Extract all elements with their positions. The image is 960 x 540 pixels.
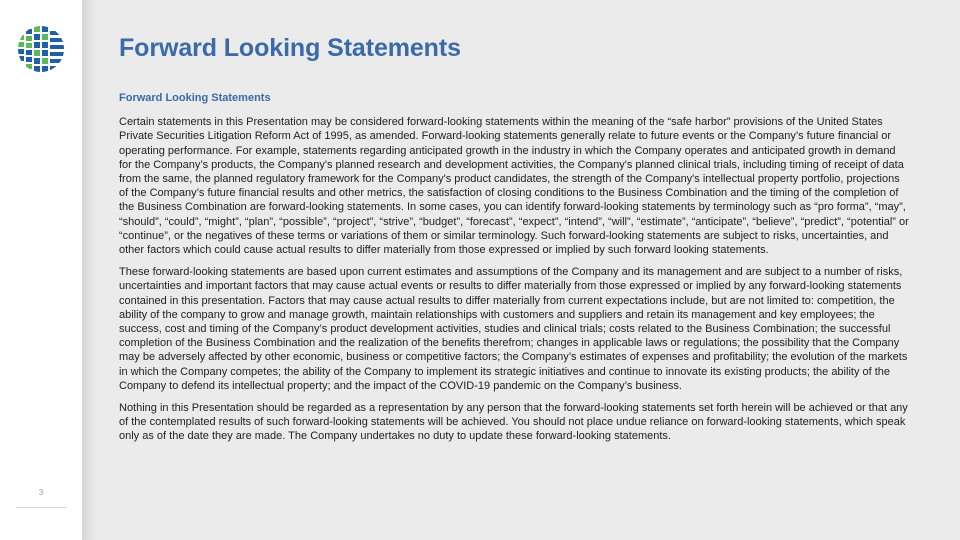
page-number: 3: [38, 488, 44, 497]
slide-title: Forward Looking Statements: [119, 34, 461, 62]
company-logo-icon: [17, 25, 65, 73]
page-number-divider: [16, 507, 66, 508]
sidebar-shadow: [82, 0, 96, 540]
paragraph-3: Nothing in this Presentation should be regarded as a representation by any person that the forward-looking statements set forth herein will be achieved or that any of the contemplated results of such forward-looking statements will be achieved. You should not place undue reliance on forward-looking statements, which speak only as of the date they are made. The Company undertakes no duty to update these forward-looking statements.: [119, 402, 908, 443]
paragraph-1: Certain statements in this Presentation may be considered forward-looking statements within the meaning of the “safe harbor” provisions of the United States Private Securities Litigation Reform Act of 1995, as amended. Forward-looking statements generally relate to future events or the Company’s future financial or operating performance. For example, statements regarding anticipated growth in the industry in which the Company operates and anticipated growth in demand for the Company’s products, the Company's planned research and development activities, the Company's planned clinical trials, including timing of receipt of data from the same, the planned regulatory framework for the Company's product candidates, the strength of the Company's intellectual property portfolio, projections of the Company’s future financial results and other metrics, the satisfaction of closing conditions to the Business Combination and the timing of the completion of the Business Combination are forward-looking statements. In some cases, you can identify forward-looking statements by terminology such as “pro forma”, “may”, “should”, “could”, “might”, “plan”, “possible”, “project”, “strive”, “budget”, “forecast”, “expect”, “intend”, “will”, “estimate”, “anticipate”, “believe”, “predict”, “potential” or “continue”, or the negatives of these terms or variations of them or similar terminology. Such forward-looking statements are subject to risks, uncertainties, and other factors which could cause actual results to differ materially from those expressed or implied by such forward looking statements.: [119, 116, 909, 257]
left-sidebar: [0, 0, 82, 540]
slide-content: [119, 91, 911, 452]
paragraph-2: These forward-looking statements are based upon current estimates and assumptions of the Company and its management and are subject to a number of risks, uncertainties and important factors that may cause actual events or results to differ materially from those expressed or implied by any forward-looking statements contained in this presentation. Factors that may cause actual results to differ materially from current expectations include, but are not limited to: competition, the ability of the company to grow and manage growth, maintain relationships with customers and suppliers and retain its management and key employees; the success, cost and timing of the Company’s product development activities, studies and clinical trials; costs related to the Business Combination; the successful completion of the Business Combination and the realization of the benefits therefrom; changes in applicable laws or regulations; the possibility that the Company may be adversely affected by other economic, business or competitive factors; the Company’s estimates of expenses and profitability; the evolution of the markets in which the Company competes; the ability of the Company to implement its strategic initiatives and continue to innovate its existing products; the ability of the Company to defend its intellectual property; and the impact of the COVID-19 pandemic on the Company’s business.: [119, 266, 908, 392]
section-subheading: Forward Looking Statements: [119, 92, 271, 104]
